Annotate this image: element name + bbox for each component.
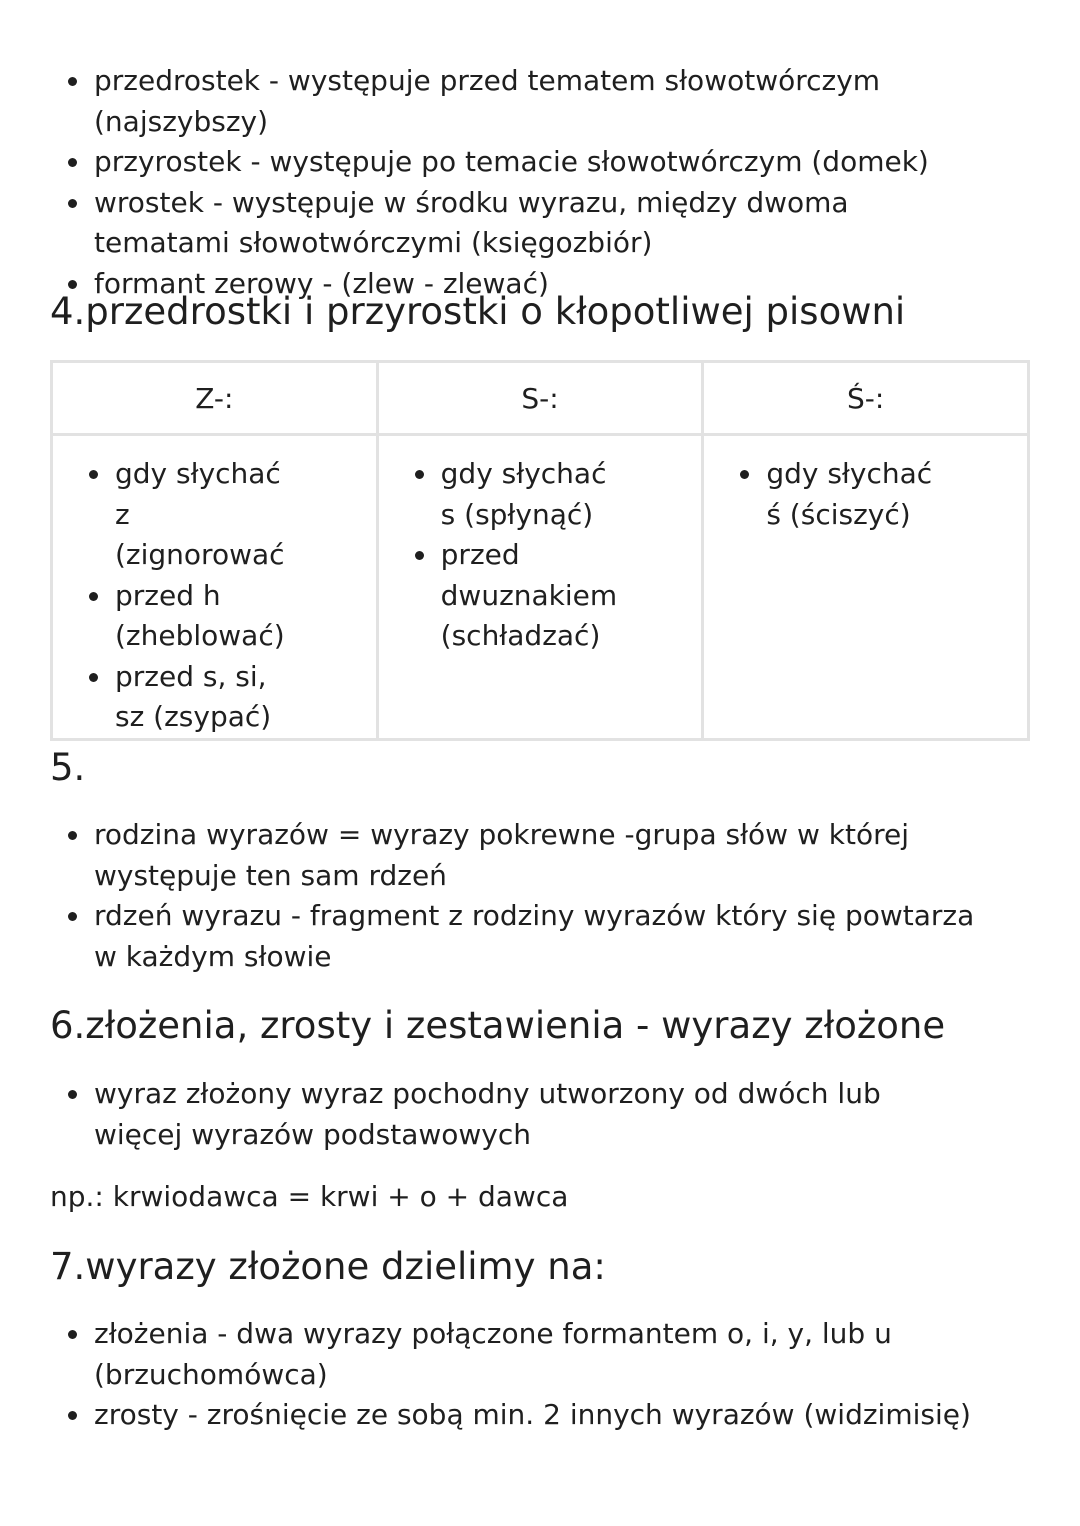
list-item: rodzina wyrazów = wyrazy pokrewne -grupa słów w której występuje ten sam rdzeń — [52, 815, 1042, 896]
list-item: wrostek - występuje w środku wyrazu, między dwoma tematami słowotwórczymi (księgozbiór) — [52, 183, 974, 264]
cell-list — [73, 454, 303, 738]
cell-list — [399, 454, 629, 657]
cell-list — [724, 454, 954, 535]
list-item: rdzeń wyrazu - fragment z rodziny wyrazów który się powtarza w każdym słowie — [52, 896, 994, 977]
column-header-s: S-: — [377, 362, 703, 435]
column-header-si: Ś-: — [703, 362, 1029, 435]
list-item: wyraz złożony wyraz pochodny utworzony od dwóch lub więcej wyrazów podstawowych — [52, 1074, 972, 1155]
list-item: przed dwuznakiem (schładzać) — [399, 535, 629, 657]
list-item: gdy słychać ś (ściszyć) — [724, 454, 954, 535]
intro-list — [52, 61, 1042, 304]
section-5-heading: 5. — [50, 746, 86, 789]
section-5-list — [52, 815, 1042, 977]
list-item: formant zerowy - (zlew - zlewać) — [52, 264, 1042, 305]
column-header-z: Z-: — [52, 362, 378, 435]
table-cell-si — [703, 435, 1029, 740]
table-cell-z — [52, 435, 378, 740]
section-6-list — [52, 1074, 972, 1155]
section-4-heading: 4.przedrostki i przyrostki o kłopotliwej pisowni — [50, 290, 906, 333]
list-item: gdy słychać s (spłynąć) — [399, 454, 629, 535]
example-line: np.: krwiodawca = krwi + o + dawca — [50, 1180, 569, 1213]
list-item: przed h (zheblować) — [73, 576, 303, 657]
section-6-heading: 6.złożenia, zrosty i zestawienia - wyrazy złożone — [50, 1004, 946, 1047]
table-header-row — [52, 362, 1029, 435]
section-7-list — [52, 1314, 1012, 1436]
table-cell-s — [377, 435, 703, 740]
list-item: przed s, si, sz (zsypać) — [73, 657, 303, 738]
table-row — [52, 435, 1029, 740]
spelling-table — [50, 360, 1030, 741]
list-item: przedrostek - występuje przed tematem słowotwórczym (najszybszy) — [52, 61, 1042, 142]
list-item: gdy słychać z (zignorować — [73, 454, 303, 576]
list-item: złożenia - dwa wyrazy połączone formantem o, i, y, lub u (brzuchomówca) — [52, 1314, 894, 1395]
list-item: zrosty - zrośnięcie ze sobą min. 2 innych wyrazów (widzimisię) — [52, 1395, 1012, 1436]
list-item: przyrostek - występuje po temacie słowotwórczym (domek) — [52, 142, 1042, 183]
section-7-heading: 7.wyrazy złożone dzielimy na: — [50, 1245, 606, 1288]
